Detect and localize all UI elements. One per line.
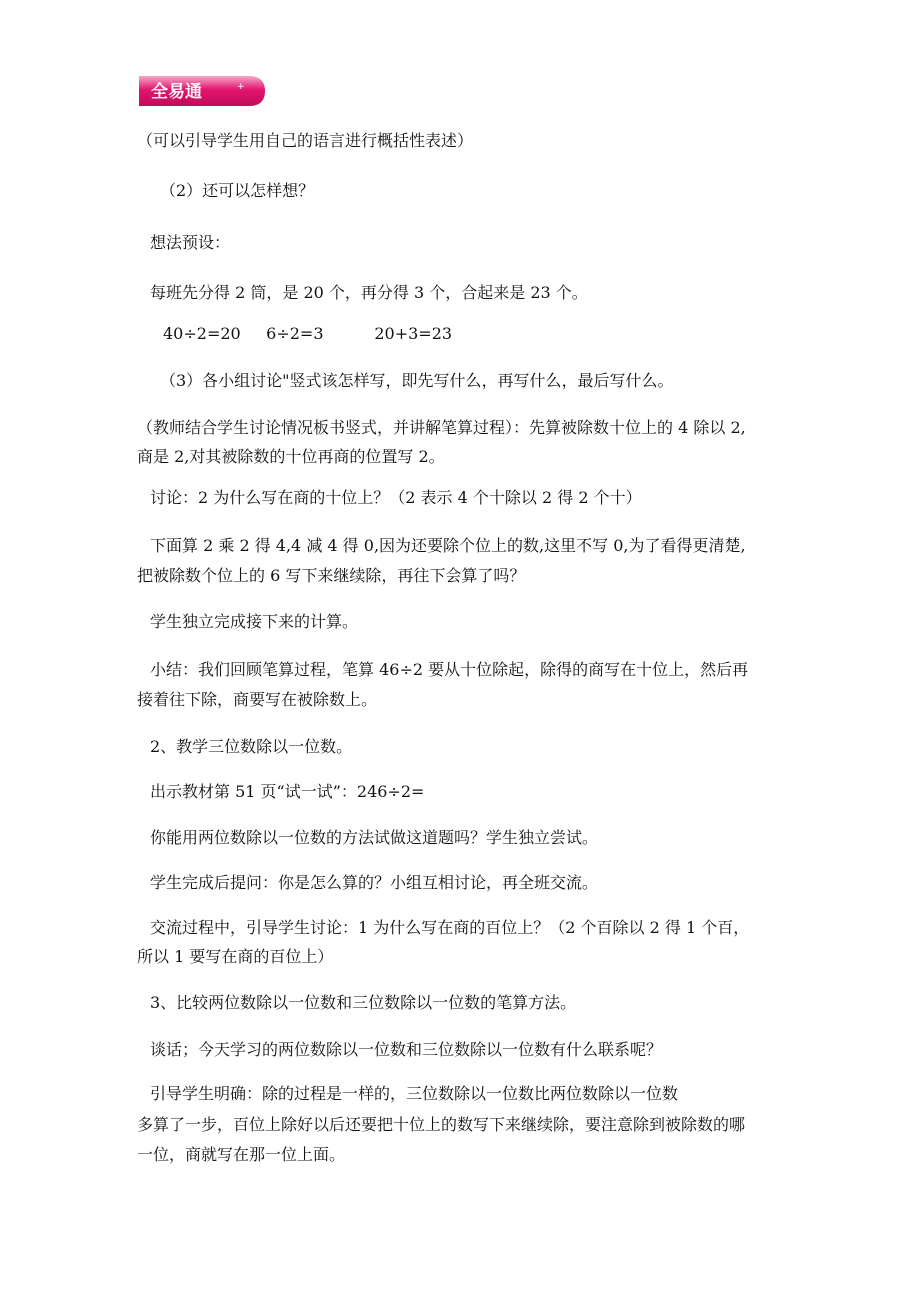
paragraph-question-2: （2）还可以怎样想？ xyxy=(160,181,315,200)
paragraph-teacher-line-2: 商是 2,对其被除数的十位再商的位置写 2。 xyxy=(137,447,445,466)
paragraph-question-3: （3）各小组讨论"竖式该怎样写，即先写什么，再写什么，最后写什么。 xyxy=(160,371,674,390)
paragraph-summary-line-2: 接着往下除，商要写在被除数上。 xyxy=(137,690,378,709)
paragraph-exchange-line-2: 所以 1 要写在商的百位上） xyxy=(137,947,334,966)
paragraph-ask: 学生完成后提问：你是怎么算的？小组互相讨论，再全班交流。 xyxy=(150,873,599,892)
paragraph-try: 你能用两位数除以一位数的方法试做这道题吗？学生独立尝试。 xyxy=(150,828,599,847)
brand-logo-badge xyxy=(137,74,267,108)
paragraph-guide-line-3: 一位，商就写在那一位上面。 xyxy=(137,1145,346,1164)
paragraph-preset-body: 每班先分得 2 筒，是 20 个，再分得 3 个，合起来是 23 个。 xyxy=(150,283,588,302)
paragraph-next-line-1: 下面算 2 乘 2 得 4,4 减 4 得 0,因为还要除个位上的数,这里不写 0,为了看得更清楚, xyxy=(150,536,746,555)
paragraph-exchange-line-1: 交流过程中，引导学生讨论：1 为什么写在商的百位上？（2 个百除以 2 得 1 个百， xyxy=(150,918,750,937)
brand-logo-text: 全易通 xyxy=(151,82,202,102)
paragraph-next-line-2: 把被除数个位上的 6 写下来继续除，再往下会算了吗？ xyxy=(137,566,526,585)
paragraph-guide-line-1: 引导学生明确：除的过程是一样的，三位数除以一位数比两位数除以一位数 xyxy=(150,1084,679,1103)
section-heading-2: 2、教学三位数除以一位数。 xyxy=(150,737,353,756)
paragraph-textbook: 出示教材第 51 页“试一试”：246÷2= xyxy=(150,782,425,801)
equation-line: 40÷2=20 6÷2=3 20+3=23 xyxy=(163,324,453,343)
svg-text:+: + xyxy=(237,82,245,92)
paragraph-teacher-line-1: （教师结合学生讨论情况板书竖式，并讲解笔算过程）：先算被除数十位上的 4 除以 2, xyxy=(137,418,746,437)
paragraph-preset-title: 想法预设： xyxy=(150,233,231,252)
paragraph-guide-line-2: 多算了一步，百位上除好以后还要把十位上的数写下来继续除，要注意除到被除数的哪 xyxy=(137,1115,746,1134)
section-heading-3: 3、比较两位数除以一位数和三位数除以一位数的笔算方法。 xyxy=(150,993,577,1012)
paragraph-discussion: 讨论：2 为什么写在商的十位上？（2 表示 4 个十除以 2 得 2 个十） xyxy=(150,488,642,507)
paragraph-talk: 谈话；今天学习的两位数除以一位数和三位数除以一位数有什么联系呢？ xyxy=(150,1040,663,1059)
brand-logo xyxy=(137,74,267,108)
paragraph-summary-line-1: 小结：我们回顾笔算过程，笔算 46÷2 要从十位除起，除得的商写在十位上，然后再 xyxy=(150,660,749,679)
paragraph-independent: 学生独立完成接下来的计算。 xyxy=(150,612,359,631)
paragraph-summary-hint: （可以引导学生用自己的语言进行概括性表述） xyxy=(137,131,474,150)
